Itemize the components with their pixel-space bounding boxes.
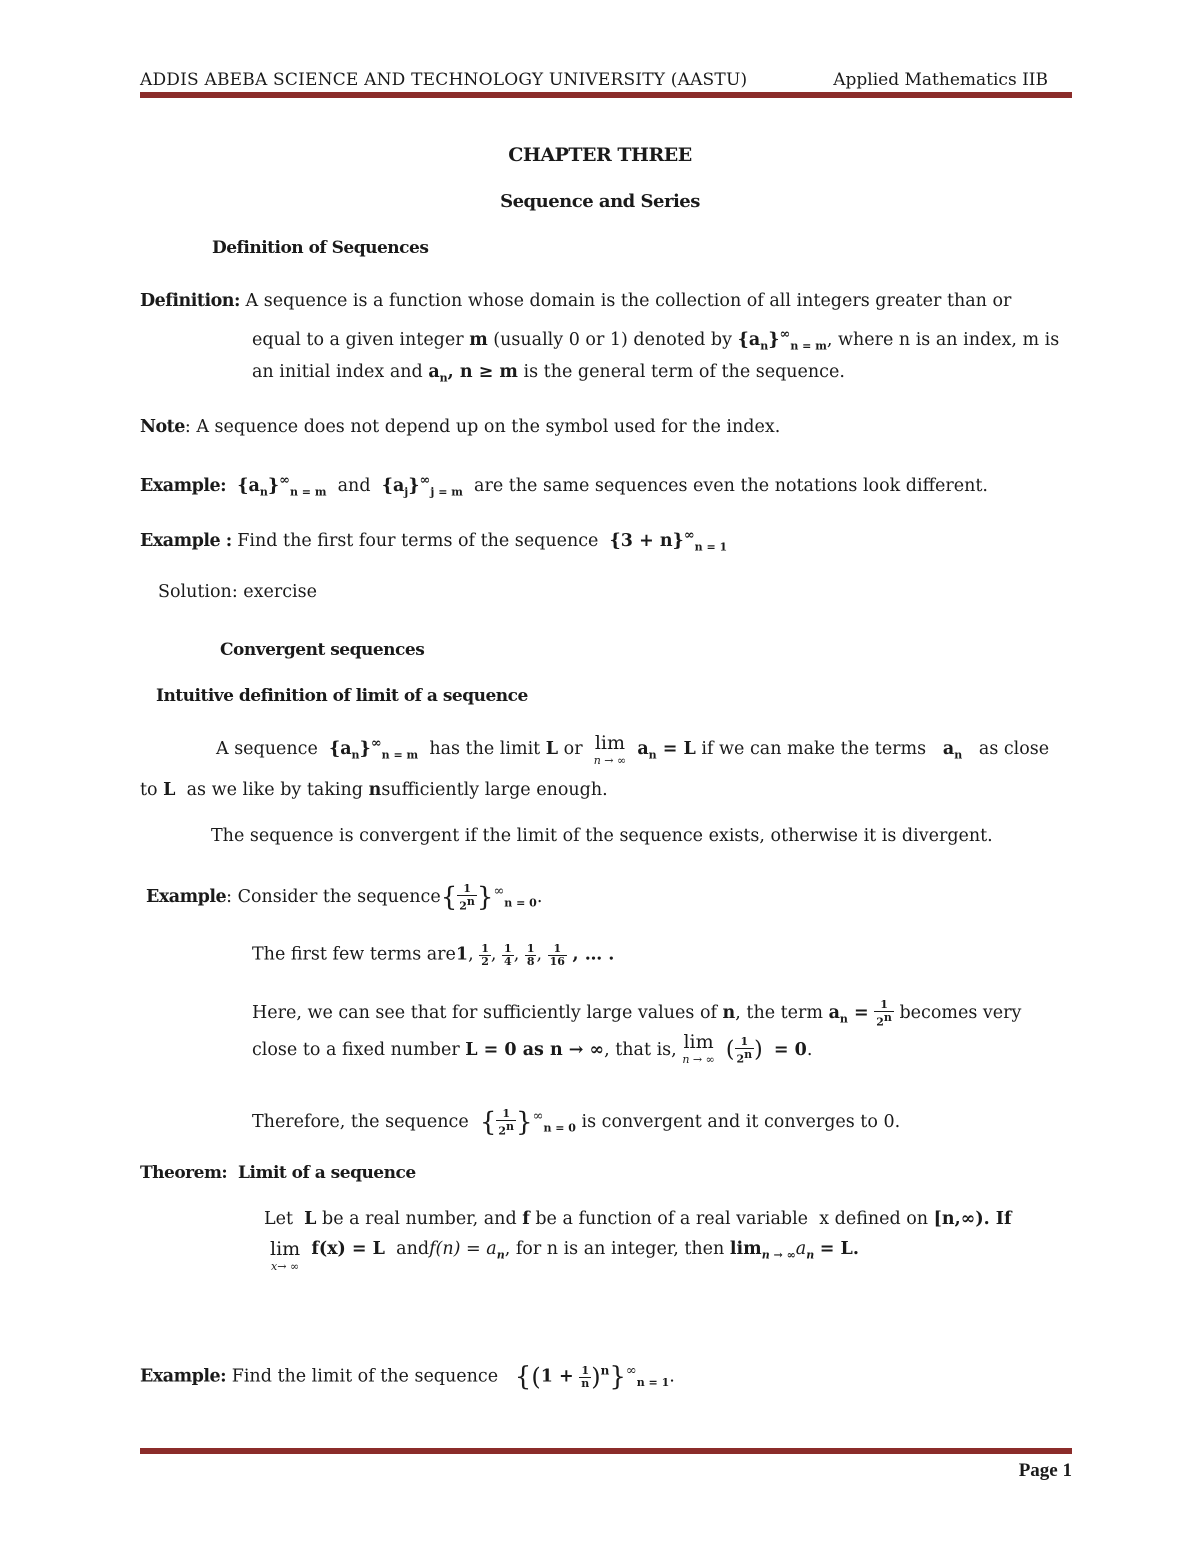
theorem-label: Theorem:	[140, 1163, 228, 1183]
section-convergent-heading: Convergent sequences	[220, 640, 425, 660]
section-definition-heading: Definition of Sequences	[212, 238, 429, 258]
example-3-label: Example	[146, 886, 227, 907]
theorem-line-2: lim x→ ∞ f(x) = L andf(n) = $a_n$, for n is an integer, then $\lim_{n \to \infty}a_n = L$.	[270, 1238, 859, 1273]
header-rule	[140, 92, 1072, 98]
intuitive-line-2: to L as we like by taking nsufficiently large enough.	[140, 780, 608, 800]
definition-line-2: equal to a given integer m (usually 0 or 1) denoted by $\{a_n\}^\infty_{n = m}$, where n is an index, m is	[252, 327, 1060, 353]
intuitive-line-1: A sequence $\{a_n\}^\infty_{n = m}$ has the limit L or lim n → ∞ $a_n = L$ if we can make the terms $a_n$ as close	[216, 732, 1050, 767]
footer-rule	[140, 1448, 1072, 1454]
example-2-label: Example :	[140, 530, 232, 551]
theorem-title: Limit of a sequence	[238, 1163, 416, 1183]
first-terms-line: The first few terms are1, $\frac{1}{2}$ , $\frac{1}{4}$ , $\frac{1}{8}$ , $\frac{1}{16}$ , … .	[252, 942, 615, 968]
convergent-definition: The sequence is convergent if the limit of the sequence exists, otherwise it is divergent.	[211, 826, 993, 846]
solution-line: Solution: exercise	[158, 582, 317, 602]
close-line: close to a fixed number L = 0 as n → ∞, that is, lim n → ∞ ( $\frac{1}{2^n}$ ) = 0.	[252, 1031, 813, 1066]
header-university: ADDIS ABEBA SCIENCE AND TECHNOLOGY UNIVERSITY (AASTU)	[140, 70, 748, 90]
definition-line-1	[140, 293, 1011, 311]
example-3-line: Example: Consider the sequence{ $\frac{1}{2^n}$ }$^\infty_{n = 0}$.	[146, 882, 543, 913]
theorem-heading	[140, 1165, 416, 1182]
sequence-notation: $\{a_n\}^\infty_{n = m}$	[737, 327, 827, 353]
page-number: Page 1	[1018, 1460, 1072, 1481]
example-1-line: Example: $\{a_n\}^\infty_{n = m}$ and $\{a_j\}^\infty_{j = m}$ are the same sequences even the notations look different.	[140, 473, 988, 499]
definition-text-1: A sequence is a function whose domain is the collection of all integers greater than or	[245, 291, 1012, 311]
example-4-label: Example:	[140, 1366, 227, 1387]
chapter-title: CHAPTER THREE	[508, 144, 692, 166]
note-line: Note: A sequence does not depend up on the symbol used for the index.	[140, 417, 781, 437]
section-intuitive-heading: Intuitive definition of limit of a sequence	[156, 686, 528, 706]
note-label: Note	[140, 417, 185, 437]
therefore-line: Therefore, the sequence { $\frac{1}{2^n}$ }$^\infty_{n = 0}$ is convergent and it converges to 0.	[252, 1107, 901, 1138]
here-line: Here, we can see that for sufficiently large values of n, the term $a_n$ = $\frac{1}{2^n}$ becomes very	[252, 998, 1022, 1029]
definition-line-3: an initial index and $a_n$, n ≥ m is the general term of the sequence.	[252, 362, 845, 385]
header-course: Applied Mathematics IIB	[833, 70, 1048, 90]
limit-operator: lim n → ∞	[593, 732, 627, 767]
example-4-line: Example: Find the limit of the sequence {(1 + $\frac{1}{n}$ )$^n\}^\infty_{n = 1}$.	[140, 1362, 675, 1392]
example-1-label: Example:	[140, 475, 227, 496]
definition-label: Definition:	[140, 291, 240, 311]
subject-title: Sequence and Series	[500, 191, 700, 212]
theorem-line-1: Let L be a real number, and f be a function of a real variable x defined on [n,∞). If	[264, 1209, 1012, 1229]
example-2-line: Example : Find the first four terms of the sequence $\{3 + n\}^\infty_{n = 1}$	[140, 528, 728, 554]
